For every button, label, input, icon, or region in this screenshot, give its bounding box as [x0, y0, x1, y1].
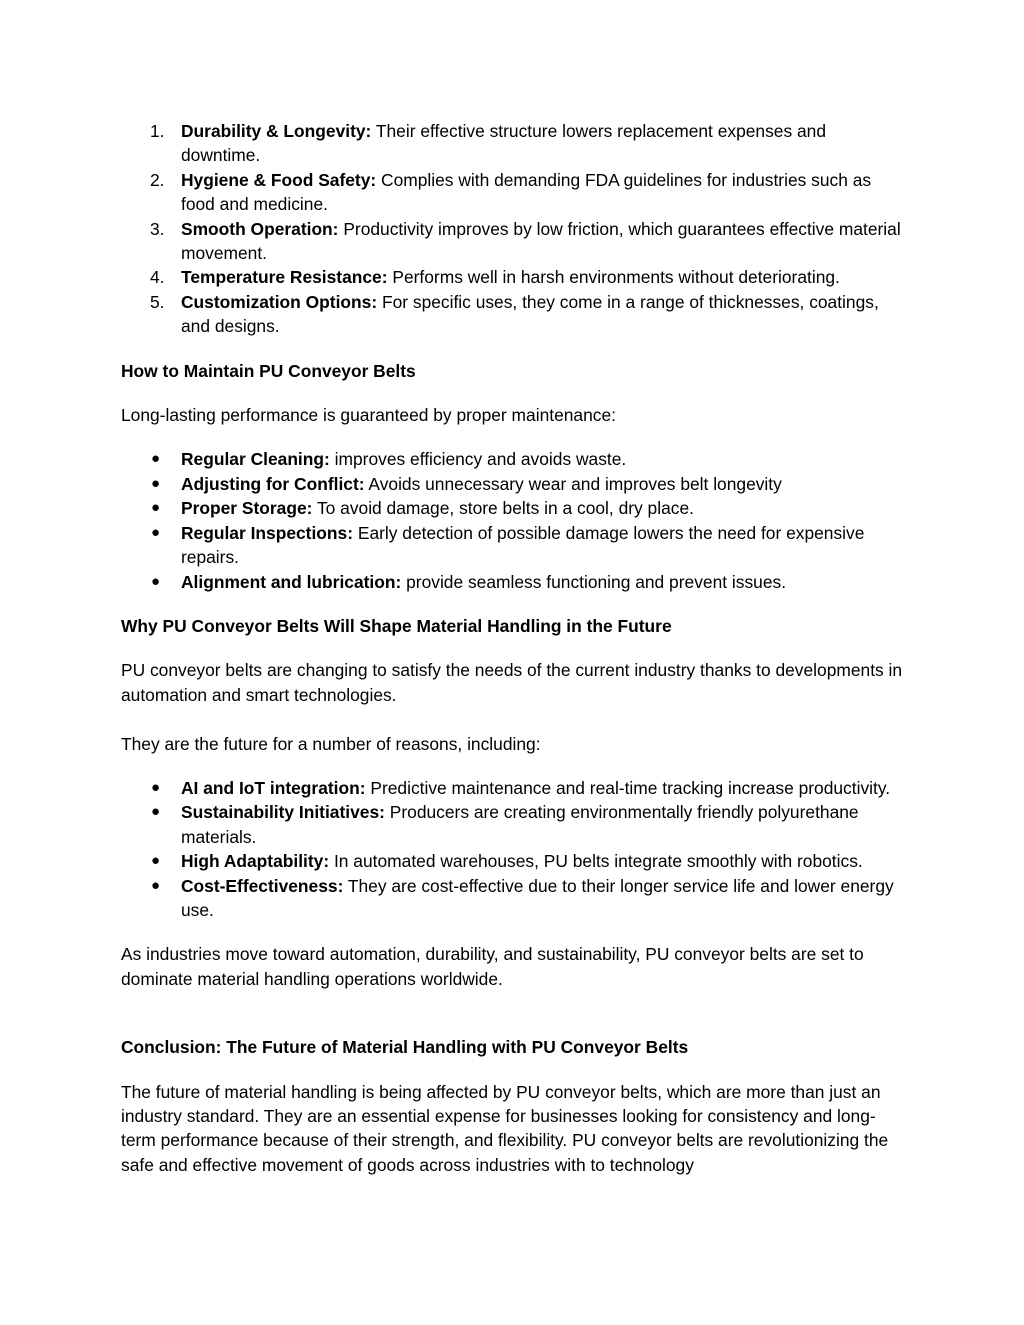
item-title: Sustainability Initiatives:	[181, 802, 385, 823]
list-number: 3.	[150, 218, 165, 239]
item-title: Regular Cleaning:	[181, 449, 330, 470]
item-text: To avoid damage, store belts in a cool, dry place.	[312, 498, 694, 519]
list-item	[121, 849, 906, 873]
document-page	[121, 119, 906, 1177]
bullet: ●	[151, 474, 161, 492]
item-text: improves efficiency and avoids waste.	[329, 449, 627, 470]
bullet: ●	[151, 450, 161, 468]
list-item	[121, 217, 906, 266]
item-text: For specific uses, they come in a range of thicknesses, coatings, and designs.	[181, 291, 879, 337]
list-item	[121, 472, 906, 496]
item-text: Complies with demanding FDA guidelines for industries such as food and medicine.	[181, 169, 872, 215]
list-item	[121, 265, 906, 289]
section-heading: Why PU Conveyor Belts Will Shape Material Handling in the Future	[121, 615, 672, 636]
item-title: Smooth Operation:	[181, 218, 339, 239]
list-item	[121, 800, 906, 849]
item-title: Cost-Effectiveness:	[181, 875, 344, 896]
paragraph: Long-lasting performance is guaranteed by proper maintenance:	[121, 405, 616, 426]
list-item	[121, 119, 906, 168]
bullet: ●	[151, 852, 161, 870]
item-text: Predictive maintenance and real-time tracking increase productivity.	[365, 777, 891, 798]
list-item	[121, 496, 906, 520]
item-title: Regular Inspections:	[181, 522, 354, 543]
maintenance-list	[121, 447, 906, 593]
list-item	[121, 521, 906, 570]
item-text: Their effective structure lowers replacement expenses and downtime.	[181, 121, 827, 166]
item-title: Temperature Resistance:	[181, 267, 388, 288]
item-text: Producers are creating environmentally friendly polyurethane materials.	[181, 802, 859, 847]
paragraph: As industries move toward automation, durability, and sustainability, PU conveyor belts are set to dominate material handling operations worldwide.	[121, 944, 864, 989]
item-title: Durability & Longevity:	[181, 121, 372, 141]
future-reasons-list	[121, 776, 906, 922]
list-number: 5.	[150, 291, 165, 312]
list-item	[121, 290, 906, 339]
item-title: Alignment and lubrication:	[181, 571, 402, 592]
item-title: High Adaptability:	[181, 851, 330, 872]
item-text: In automated warehouses, PU belts integrate smoothly with robotics.	[329, 851, 863, 872]
item-title: Hygiene & Food Safety:	[181, 169, 377, 190]
paragraph: PU conveyor belts are changing to satisfy the needs of the current industry thanks to developments in automation and smart technologies.	[121, 660, 903, 705]
list-item	[121, 447, 906, 471]
item-text: Avoids unnecessary wear and improves belt longevity	[364, 473, 782, 494]
item-text: Performs well in harsh environments without deteriorating.	[387, 267, 840, 288]
list-item	[121, 874, 906, 923]
list-number: 1.	[150, 121, 165, 141]
item-text: They are cost-effective due to their longer service life and lower energy use.	[181, 875, 894, 920]
bullet: ●	[151, 499, 161, 517]
item-title: AI and IoT integration:	[181, 777, 366, 798]
list-number: 2.	[150, 169, 165, 190]
list-item	[121, 570, 906, 594]
paragraph: The future of material handling is being affected by PU conveyor belts, which are more than just an industry standard. They are an essential expense for businesses looking for consistency and long-term performance because of their strength, and flexibility. PU conveyor belts are revolutionizing the safe and effective movement of goods across industries with to technology	[121, 1081, 889, 1175]
list-number: 4.	[150, 267, 165, 288]
bullet: ●	[151, 572, 161, 590]
section-heading: How to Maintain PU Conveyor Belts	[121, 360, 416, 381]
bullet: ●	[151, 876, 161, 894]
item-text: Productivity improves by low friction, which guarantees effective material movement.	[181, 218, 901, 264]
bullet: ●	[151, 778, 161, 796]
section-heading: Conclusion: The Future of Material Handling with PU Conveyor Belts	[121, 1037, 689, 1058]
item-title: Adjusting for Conflict:	[181, 473, 365, 494]
item-text: provide seamless functioning and prevent issues.	[401, 571, 787, 592]
item-title: Customization Options:	[181, 291, 378, 312]
item-title: Proper Storage:	[181, 498, 313, 519]
list-item	[121, 168, 906, 217]
benefits-list	[121, 119, 906, 339]
bullet: ●	[151, 523, 161, 541]
paragraph: They are the future for a number of reasons, including:	[121, 733, 541, 754]
item-text: Early detection of possible damage lowers the need for expensive repairs.	[181, 522, 865, 568]
list-item	[121, 776, 906, 800]
bullet: ●	[151, 803, 161, 821]
